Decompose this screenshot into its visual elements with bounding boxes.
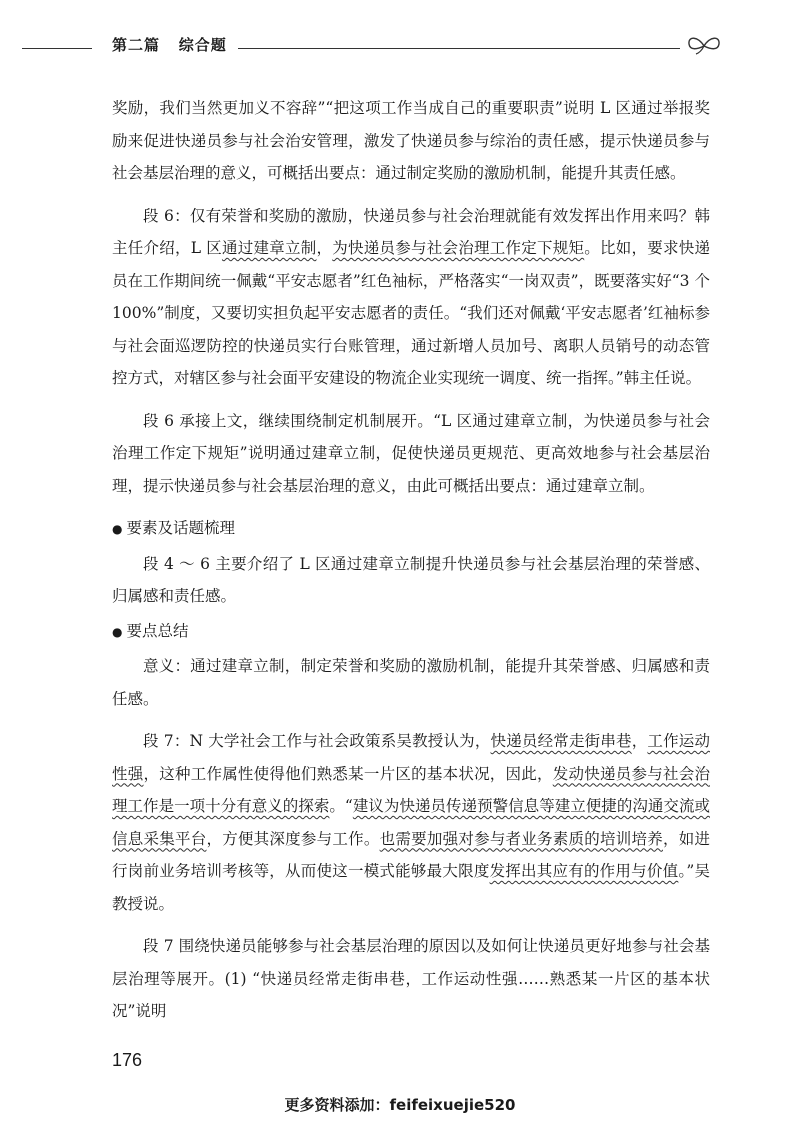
paragraph-1: 奖励，我们当然更加义不容辞”“把这项工作当成自己的重要职责”说明 L 区通过举报奖励来促进快递员参与社会治安管理，激发了快递员参与综治的责任感，提示快递员参与社会基层治理的意义，可概括出要点：通过制定奖励的激励机制，能提升其责任感。 [112, 99, 710, 182]
section-label: 第二篇 [112, 36, 161, 54]
header-left-rule [22, 48, 92, 49]
p2-emphasis-build-rules: 通过建章立制 [221, 239, 317, 257]
paragraph-elements-summary: 段 4 ～ 6 主要介绍了 L 区通过建章立制提升快递员参与社会基层治理的荣誉感、归属感和责任感。 [112, 554, 710, 605]
page-number: 176 [112, 1050, 143, 1070]
footer-note: 更多资料添加：feifeixuejie520 [284, 1096, 516, 1114]
p6-text-e: ，这种工作属性使得他们熟悉某一片区的基本状况，因此， [143, 764, 553, 783]
heading-elements [112, 512, 710, 546]
paragraph-key-points: 意义：通过建章立制，制定荣誉和奖励的激励机制，能提升其荣誉感、归属感和责任感。 [112, 657, 710, 708]
bullet-dot-icon: ● [112, 522, 123, 536]
p6-text-g: 。“ [329, 797, 353, 815]
p6-emphasis-f: 发动快递员参与社会治理工作是一项十分有意义的探索 [112, 764, 710, 815]
page-content [112, 92, 710, 1038]
p6-text-c: ， [631, 732, 648, 750]
p6-emphasis-d: 工作运动性强 [112, 732, 710, 783]
section-title: 综合题 [178, 36, 227, 54]
paragraph-analysis-7: 段 7 围绕快递员能够参与社会基层治理的原因以及如何让快递员更好地参与社会基层治理等展开。(1) “快递员经常走街串巷，工作运动性强……熟悉某一片区的基本状况”说明 [112, 937, 710, 1020]
p6-text-i: ，方便其深度参与工作。 [206, 829, 380, 848]
paragraph-analysis-6: 段 6 承接上文，继续围绕制定机制展开。“L 区通过建章立制，为快递员参与社会治理工作定下规矩”说明通过建章立制，促使快递员更规范、更高效地参与社会基层治理，提示快递员参与社会基层治理的意义，由此可概括出要点：通过建章立制。 [112, 411, 710, 495]
section-heading [112, 34, 227, 55]
p2-text-a: 段 6：仅有荣誉和奖励的激励，快递员参与社会治理就能有效发挥出作用来吗？韩主任介绍，L 区 [112, 206, 710, 257]
bullet-dot-icon: ● [112, 624, 123, 639]
p6-text-k: ，如进行岗前业务培训考核等，从而使这一模式能够最大限度 [112, 829, 710, 880]
header-rule [238, 48, 680, 49]
p6-text-a: 段 7：N 大学社会工作与社会政策系吴教授认为， [143, 732, 491, 750]
leaf-swirl-icon [684, 34, 724, 56]
p6-text-m: 。”吴教授说。 [112, 862, 710, 913]
p6-emphasis-b: 快递员经常走街串巷 [490, 732, 632, 750]
p6-emphasis-j: 也需要加强对参与者业务素质的培训培养 [379, 829, 663, 848]
page-header [0, 30, 800, 70]
heading-elements-text: 要素及话题梳理 [126, 519, 235, 537]
p2-emphasis-set-rules: 为快递员参与社会治理工作定下规矩 [332, 239, 585, 257]
p6-emphasis-h: 建议为快递员传递预警信息等建立便捷的沟通交流或信息采集平台 [112, 797, 710, 848]
p2-text-c: ， [316, 239, 333, 257]
p6-emphasis-l: 发挥出其应有的作用与价值 [489, 862, 679, 880]
paragraph-section-7 [112, 725, 710, 920]
heading-key-points-text: 要点总结 [126, 621, 189, 640]
p2-text-e: 。比如，要求快递员在工作期间统一佩戴“平安志愿者”红色袖标，严格落实“一岗双责”，既要落实好“3 个 100%”制度，又要切实担负起平安志愿者的责任。“我们还对佩戴‘平安志愿者’红袖标参与社会面巡逻防控的快递员实行台账管理，通过新增人员加号、离职人员销号的动态管控方式，对辖区参与社会面平安建设的物流企业实现统一调度、统一指挥。”韩主任说。 [112, 239, 710, 387]
heading-key-points [112, 615, 710, 649]
paragraph-section-6 [112, 200, 710, 395]
